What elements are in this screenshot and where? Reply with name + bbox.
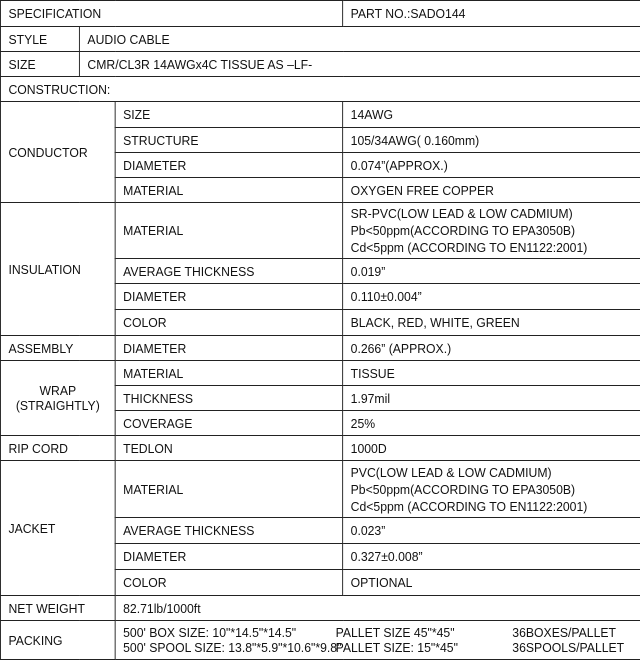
net-weight-row: [0, 596, 640, 621]
wrap-material-value: TISSUE: [343, 361, 640, 386]
rip-cord-row: [0, 436, 640, 461]
packing-quantity: 36BOXES/PALLET: [512, 625, 617, 640]
assembly-label: ASSEMBLY: [0, 336, 115, 361]
jacket-row: [0, 461, 640, 518]
jacket-thickness-name: AVERAGE THICKNESS: [115, 518, 343, 544]
wrap-material-name: MATERIAL: [115, 361, 343, 386]
insulation-material-name: MATERIAL: [115, 203, 343, 259]
header-row: [0, 1, 640, 27]
wrap-row: [0, 361, 640, 386]
jacket-thickness-value: 0.023”: [343, 518, 640, 544]
jacket-material-line: PVC(LOW LEAD & LOW CADMIUM): [350, 464, 552, 480]
part-number: PART NO.:SADO144: [343, 1, 640, 27]
wrap-coverage-value: 25%: [343, 411, 640, 436]
jacket-label: JACKET: [0, 461, 115, 596]
packing-line: [123, 640, 633, 655]
style-row: [0, 27, 640, 52]
wrap-thickness-value: 1.97mil: [343, 386, 640, 411]
insulation-material-line: Pb<50ppm(ACCORDING TO EPA3050B): [350, 223, 576, 238]
packing-label: PACKING: [0, 621, 115, 660]
jacket-diameter-value: 0.327±0.008”: [343, 544, 640, 570]
packing-value: [115, 621, 640, 660]
packing-pallet-size: PALLET SIZE: 15"*45": [335, 640, 458, 655]
conductor-diameter-name: DIAMETER: [115, 153, 343, 178]
size-value: CMR/CL3R 14AWGx4C TISSUE AS –LF-: [79, 52, 640, 77]
wrap-label: [0, 361, 115, 436]
conductor-label: CONDUCTOR: [0, 102, 115, 203]
rip-cord-value: 1000D: [343, 436, 640, 461]
wrap-label-line: WRAP: [39, 383, 77, 398]
conductor-material-name: MATERIAL: [115, 178, 343, 203]
conductor-structure-name: STRUCTURE: [115, 128, 343, 153]
style-value: AUDIO CABLE: [79, 27, 640, 52]
assembly-value: 0.266” (APPROX.): [343, 336, 640, 361]
insulation-material-line: SR-PVC(LOW LEAD & LOW CADMIUM): [350, 206, 573, 221]
size-row: [0, 52, 640, 77]
spec-title: SPECIFICATION: [0, 1, 342, 27]
insulation-thickness-name: AVERAGE THICKNESS: [115, 259, 343, 284]
jacket-diameter-name: DIAMETER: [115, 544, 343, 570]
jacket-material-value: [343, 461, 640, 518]
construction-label: CONSTRUCTION:: [0, 77, 640, 102]
conductor-size-value: 14AWG: [343, 102, 640, 128]
conductor-row: [0, 102, 640, 128]
jacket-material-line: Cd<5ppm (ACCORDING TO EN1122:2001): [350, 498, 588, 514]
rip-cord-name: TEDLON: [115, 436, 343, 461]
size-label: SIZE: [0, 52, 79, 77]
packing-box-size: 500' BOX SIZE: 10"*14.5"*14.5": [123, 625, 297, 640]
jacket-color-name: COLOR: [115, 570, 343, 596]
jacket-color-value: OPTIONAL: [343, 570, 640, 596]
net-weight-value: 82.71lb/1000ft: [115, 596, 640, 621]
insulation-thickness-value: 0.019”: [343, 259, 640, 284]
insulation-label: INSULATION: [0, 203, 115, 336]
wrap-label-line: (STRAIGHTLY): [15, 398, 100, 413]
wrap-coverage-name: COVERAGE: [115, 411, 343, 436]
assembly-name: DIAMETER: [115, 336, 343, 361]
insulation-row: [0, 203, 640, 259]
jacket-material-name: MATERIAL: [115, 461, 343, 518]
net-weight-label: NET WEIGHT: [0, 596, 115, 621]
insulation-material-line: Cd<5ppm (ACCORDING TO EN1122:2001): [350, 240, 588, 255]
packing-line: [123, 625, 633, 640]
conductor-structure-value: 105/34AWG( 0.160mm): [343, 128, 640, 153]
assembly-row: [0, 336, 640, 361]
conductor-size-name: SIZE: [115, 102, 343, 128]
wrap-thickness-name: THICKNESS: [115, 386, 343, 411]
packing-pallet-size: PALLET SIZE 45"*45": [335, 625, 455, 640]
insulation-diameter-name: DIAMETER: [115, 284, 343, 310]
packing-row: [0, 621, 640, 660]
insulation-color-name: COLOR: [115, 310, 343, 336]
insulation-material-value: [343, 203, 640, 259]
conductor-material-value: OXYGEN FREE COPPER: [343, 178, 640, 203]
jacket-material-line: Pb<50ppm(ACCORDING TO EPA3050B): [350, 481, 576, 497]
packing-box-size: 500' SPOOL SIZE: 13.8"*5.9"*10.6"*9.8": [123, 640, 342, 655]
conductor-diameter-value: 0.074”(APPROX.): [343, 153, 640, 178]
rip-cord-label: RIP CORD: [0, 436, 115, 461]
construction-row: [0, 77, 640, 102]
style-label: STYLE: [0, 27, 79, 52]
insulation-color-value: BLACK, RED, WHITE, GREEN: [343, 310, 640, 336]
insulation-diameter-value: 0.110±0.004”: [343, 284, 640, 310]
packing-quantity: 36SPOOLS/PALLET: [512, 640, 625, 655]
